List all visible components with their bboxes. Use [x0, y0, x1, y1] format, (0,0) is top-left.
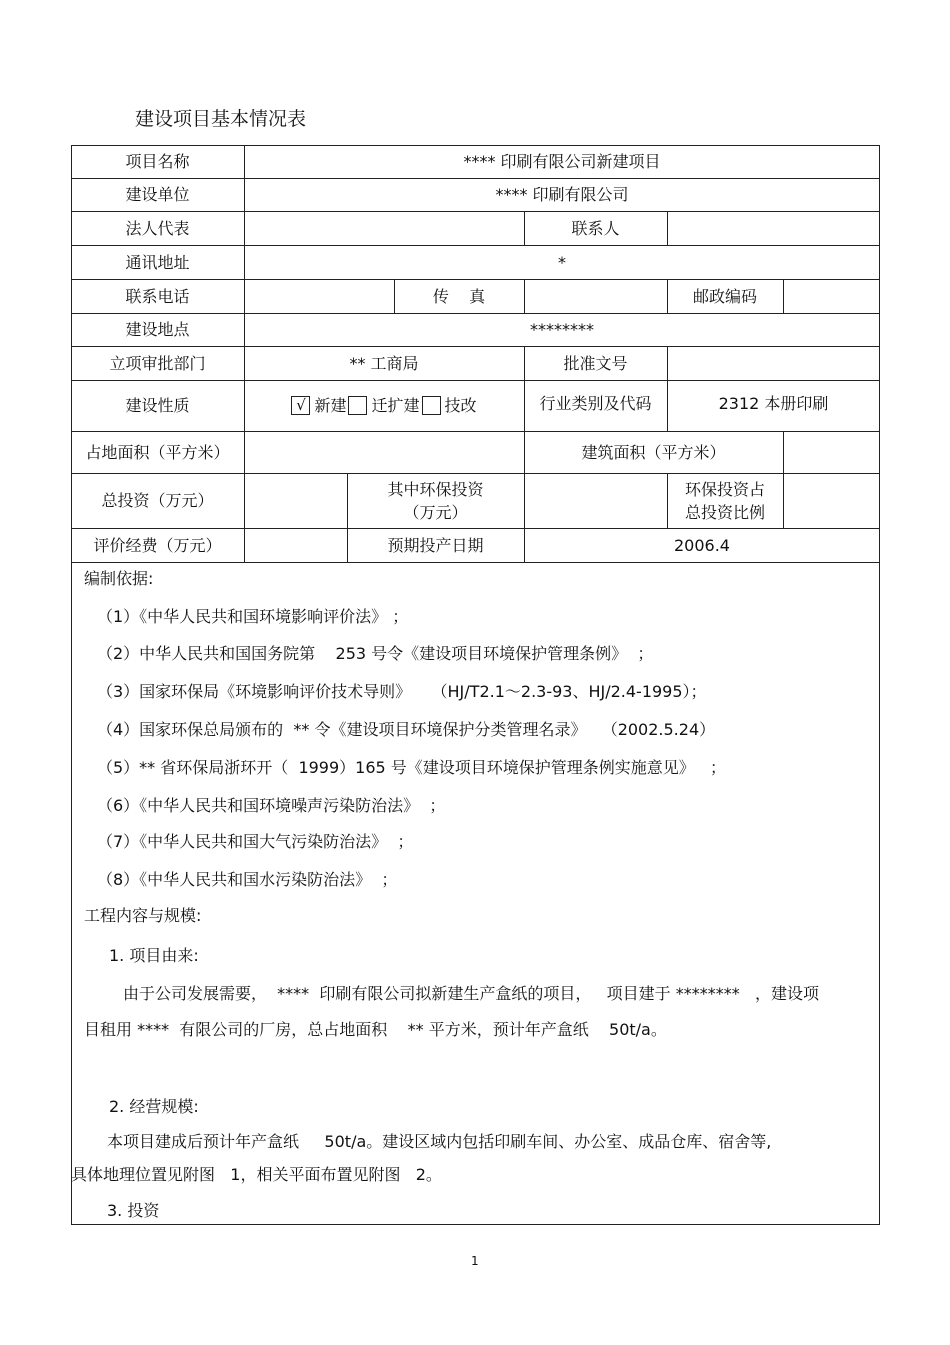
value-contact: [667, 211, 880, 245]
value-industry: 2312 本册印刷: [718, 393, 829, 413]
label-eval-cost: 评价经费（万元）: [93, 535, 222, 555]
value-postcode: [783, 279, 880, 313]
label-env-ratio-line2: 总投资比例: [684, 502, 765, 522]
label-env-investment-line2: （万元）: [403, 502, 468, 522]
value-approval-doc: [667, 346, 880, 380]
label-site: 建设地点: [125, 320, 190, 339]
value-land-area: [244, 431, 524, 473]
label-land-area: 占地面积（平方米）: [85, 442, 230, 462]
label-industry: 行业类别及代码: [539, 393, 652, 413]
label-contact: 联系人: [571, 218, 620, 238]
basis-item: （6）《中华人民共和国环境噪声污染防治法》 ；: [97, 796, 446, 815]
value-env-ratio: [783, 473, 880, 528]
option-relocate-label: 迁扩建: [371, 396, 420, 415]
section-1-heading: 1. 项目由来:: [109, 946, 199, 965]
basis-item: （7）《中华人民共和国大气污染防治法》 ；: [97, 832, 414, 851]
label-approval-doc: 批准文号: [563, 353, 628, 373]
value-site: ********: [530, 320, 594, 339]
label-fax: 传 真: [432, 286, 486, 306]
option-new-label: 新建: [314, 396, 347, 415]
basis-item: （1）《中华人民共和国环境影响评价法》 ；: [97, 607, 409, 626]
row-divider: [71, 562, 880, 563]
label-phone: 联系电话: [125, 286, 190, 306]
page-number: 1: [471, 1254, 479, 1268]
section-1-text: 由于公司发展需要， **** 印刷有限公司拟新建生产盒纸的项目， 项目建于 ******** ，建设项: [123, 984, 819, 1003]
label-builder: 建设单位: [125, 185, 190, 204]
section-2-text: 具体地理位置见附图 1，相关平面布置见附图 2。: [71, 1165, 442, 1184]
nature-options: [244, 380, 524, 431]
basis-heading: 编制依据:: [84, 569, 154, 588]
value-legal-rep: [244, 211, 524, 245]
section-1-text: 目租用 **** 有限公司的厂房，总占地面积 ** 平方米，预计年产盒纸 50t/a。: [84, 1020, 667, 1039]
label-approval-dept: 立项审批部门: [109, 353, 206, 373]
value-builder: **** 印刷有限公司: [495, 185, 629, 204]
label-env-investment: [347, 473, 524, 528]
basis-item: （2）中华人民共和国国务院第 253 号令《建设项目环境保护管理条例》 ；: [97, 644, 654, 663]
value-address: *: [558, 252, 566, 272]
option-renovate-label: 技改: [444, 396, 477, 415]
label-investment: 总投资（万元）: [101, 491, 214, 510]
basis-item: （3）国家环保局《环境影响评价技术导则》 （HJ/T2.1～2.3-93、HJ/2.4-1995）；: [97, 682, 707, 701]
section-2-heading: 2. 经营规模:: [109, 1097, 199, 1116]
label-env-ratio-line1: 环保投资占: [684, 479, 765, 499]
table-title: 建设项目基本情况表: [135, 108, 307, 130]
section-2-text: 本项目建成后预计年产盒纸 50t/a。建设区域内包括印刷车间、办公室、成品仓库、宿舍等,: [107, 1132, 772, 1151]
label-env-investment-line1: 其中环保投资: [387, 479, 484, 499]
checkbox-relocate[interactable]: [348, 396, 367, 415]
value-investment: [244, 473, 347, 528]
label-floor-area: 建筑面积（平方米）: [581, 442, 726, 462]
scope-heading: 工程内容与规模:: [84, 906, 202, 925]
value-floor-area: [783, 431, 880, 473]
label-production-date: 预期投产日期: [387, 535, 484, 555]
label-env-ratio: [667, 473, 783, 528]
label-legal-rep: 法人代表: [125, 218, 190, 238]
label-project-name: 项目名称: [125, 152, 190, 171]
value-phone: [244, 279, 394, 313]
basis-item: （8）《中华人民共和国水污染防治法》 ；: [97, 870, 398, 889]
checkbox-renovate[interactable]: [422, 396, 441, 415]
value-project-name: **** 印刷有限公司新建项目: [463, 152, 661, 171]
label-postcode: 邮政编码: [692, 286, 757, 306]
label-nature: 建设性质: [125, 396, 190, 415]
basis-item: （5）** 省环保局浙环开（ 1999）165 号《建设项目环境保护管理条例实施意见》 ；: [97, 758, 727, 777]
value-eval-cost: [244, 528, 347, 562]
checkbox-new[interactable]: √: [291, 396, 310, 415]
value-production-date: 2006.4: [674, 535, 730, 555]
label-address: 通讯地址: [125, 252, 190, 272]
basis-item: （4）国家环保总局颁布的 ** 令《建设项目环境保护分类管理名录》 （2002.5.24）: [97, 720, 716, 739]
value-fax: [524, 279, 667, 313]
value-approval-dept: ** 工商局: [349, 353, 419, 373]
section-3-heading: 3. 投资: [107, 1201, 160, 1220]
value-env-investment: [524, 473, 667, 528]
